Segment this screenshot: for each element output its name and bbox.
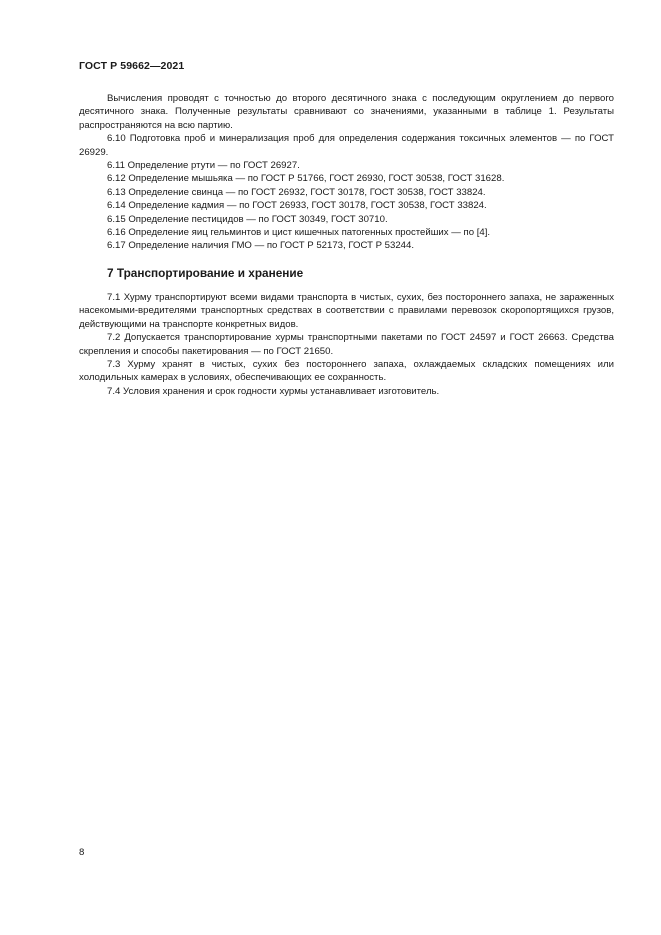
page-number: 8 [79,847,85,858]
paragraph-6-17: 6.17 Определение наличия ГМО — по ГОСТ Р 52173, ГОСТ Р 53244. [107,240,415,252]
paragraph-6-12: 6.12 Определение мышьяка — по ГОСТ Р 51766, ГОСТ 26930, ГОСТ 30538, ГОСТ 31628. [107,173,505,185]
paragraph-6-14: 6.14 Определение кадмия — по ГОСТ 26933, ГОСТ 30178, ГОСТ 30538, ГОСТ 33824. [107,200,487,212]
section-7-title: 7 Транспортирование и хранение [107,265,304,280]
paragraph-7-2: 7.2 Допускается транспортирование хурмы транспортными пакетами по ГОСТ 24597 и ГОСТ 26663. Средства скрепления и способы пакетирования — по ГОСТ 21650. [79,332,614,357]
paragraph-6-11: 6.11 Определение ртути — по ГОСТ 26927. [107,160,300,172]
paragraph-7-4: 7.4 Условия хранения и срок годности хурмы устанавливает изготовитель. [107,385,440,397]
paragraph-6-13: 6.13 Определение свинца — по ГОСТ 26932, ГОСТ 30178, ГОСТ 30538, ГОСТ 33824. [107,186,486,198]
paragraph-6-10: 6.10 Подготовка проб и минерализация проб для определения содержания токсичных элементов — по ГОСТ 26929. [79,133,614,158]
paragraph-7-1: 7.1 Хурму транспортируют всеми видами транспорта в чистых, сухих, без постороннего запаха, не зараженных насекомыми-вредителями транспортных средствах в соответствии с правилами перевозок скоропортящихся грузов, действующими на транспорте конкретных видов. [79,291,614,330]
paragraph-7-3: 7.3 Хурму хранят в чистых, сухих без постороннего запаха, охлаждаемых складских помещениях или холодильных камерах в условиях, обеспечивающих ее сохранность. [79,358,614,384]
document-header: ГОСТ Р 59662—2021 [79,60,185,72]
paragraph-6-16: 6.16 Определение яиц гельминтов и цист кишечных патогенных простейших — по [4]. [107,227,491,239]
document-body [79,92,614,398]
paragraph-6-15: 6.15 Определение пестицидов — по ГОСТ 30349, ГОСТ 30710. [107,213,388,225]
paragraph-6-calc: Вычисления проводят с точностью до второго десятичного знака с последующим округлением до первого десятичного знака. Полученные результаты сравнивают со значениями, указанными в таблице 1. Результаты распространяются на всю партию. [79,93,614,131]
